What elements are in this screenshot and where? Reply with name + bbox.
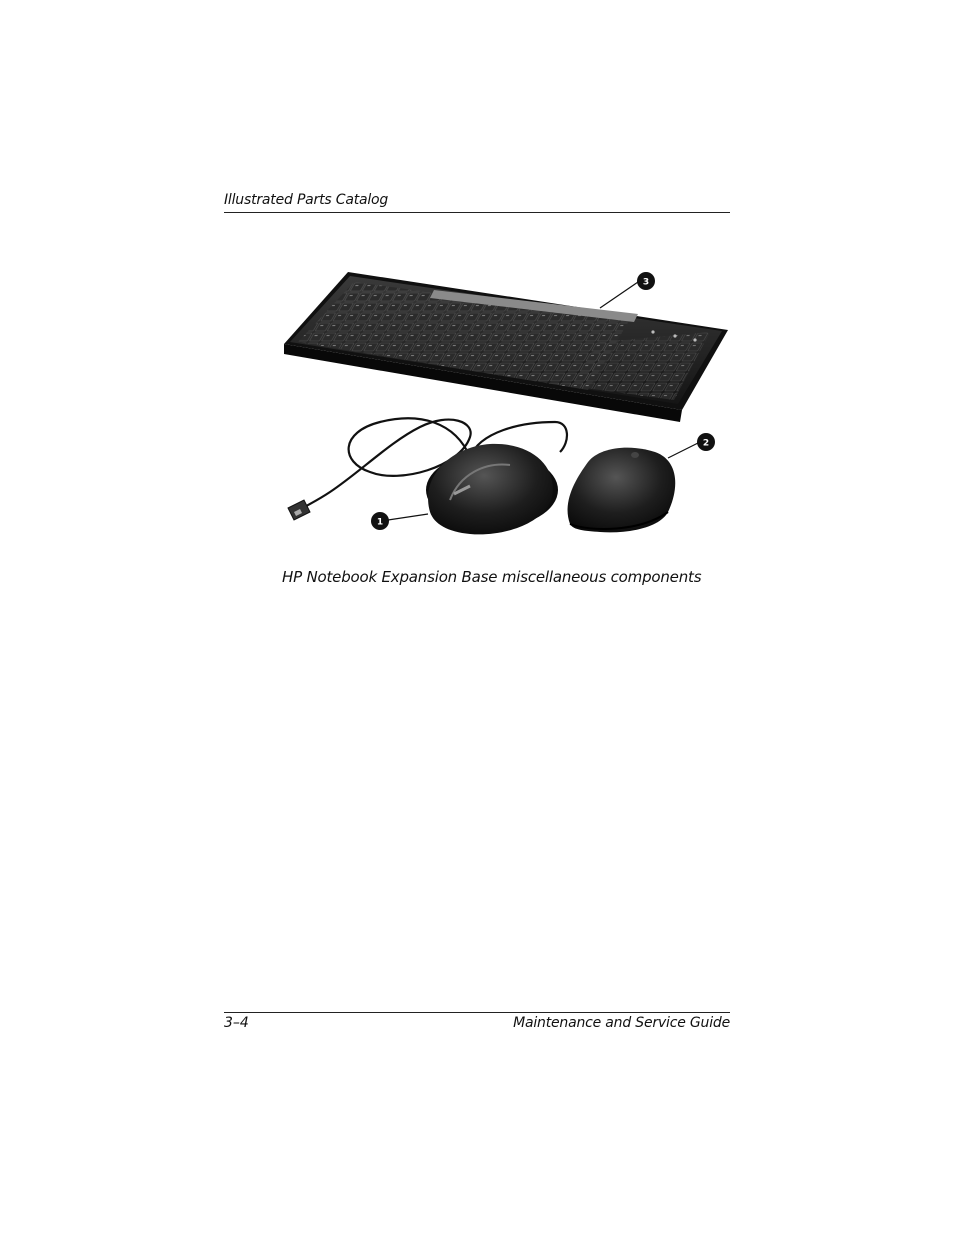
- keyboard-illustration: [284, 272, 728, 422]
- guide-title: Maintenance and Service Guide: [513, 1015, 730, 1031]
- figure-caption: HP Notebook Expansion Base miscellaneous components: [282, 568, 702, 586]
- callout-3-number: 3: [642, 277, 650, 288]
- page-header: [224, 190, 730, 213]
- page-footer: [224, 1012, 730, 1035]
- callout-1-number: 1: [376, 517, 384, 528]
- page-number: 3–4: [224, 1015, 249, 1031]
- usb-mouse-illustration: [426, 444, 558, 535]
- callout-2-number: 2: [702, 438, 710, 449]
- wireless-mouse-illustration: [568, 448, 676, 533]
- callout-3-badge: [637, 272, 655, 290]
- components-figure: [270, 262, 740, 552]
- callout-2-badge: [697, 433, 715, 451]
- callout-1-badge: [371, 512, 389, 530]
- usb-connector-illustration: [288, 500, 310, 520]
- header-title: Illustrated Parts Catalog: [224, 192, 389, 208]
- components-illustration: [270, 262, 740, 552]
